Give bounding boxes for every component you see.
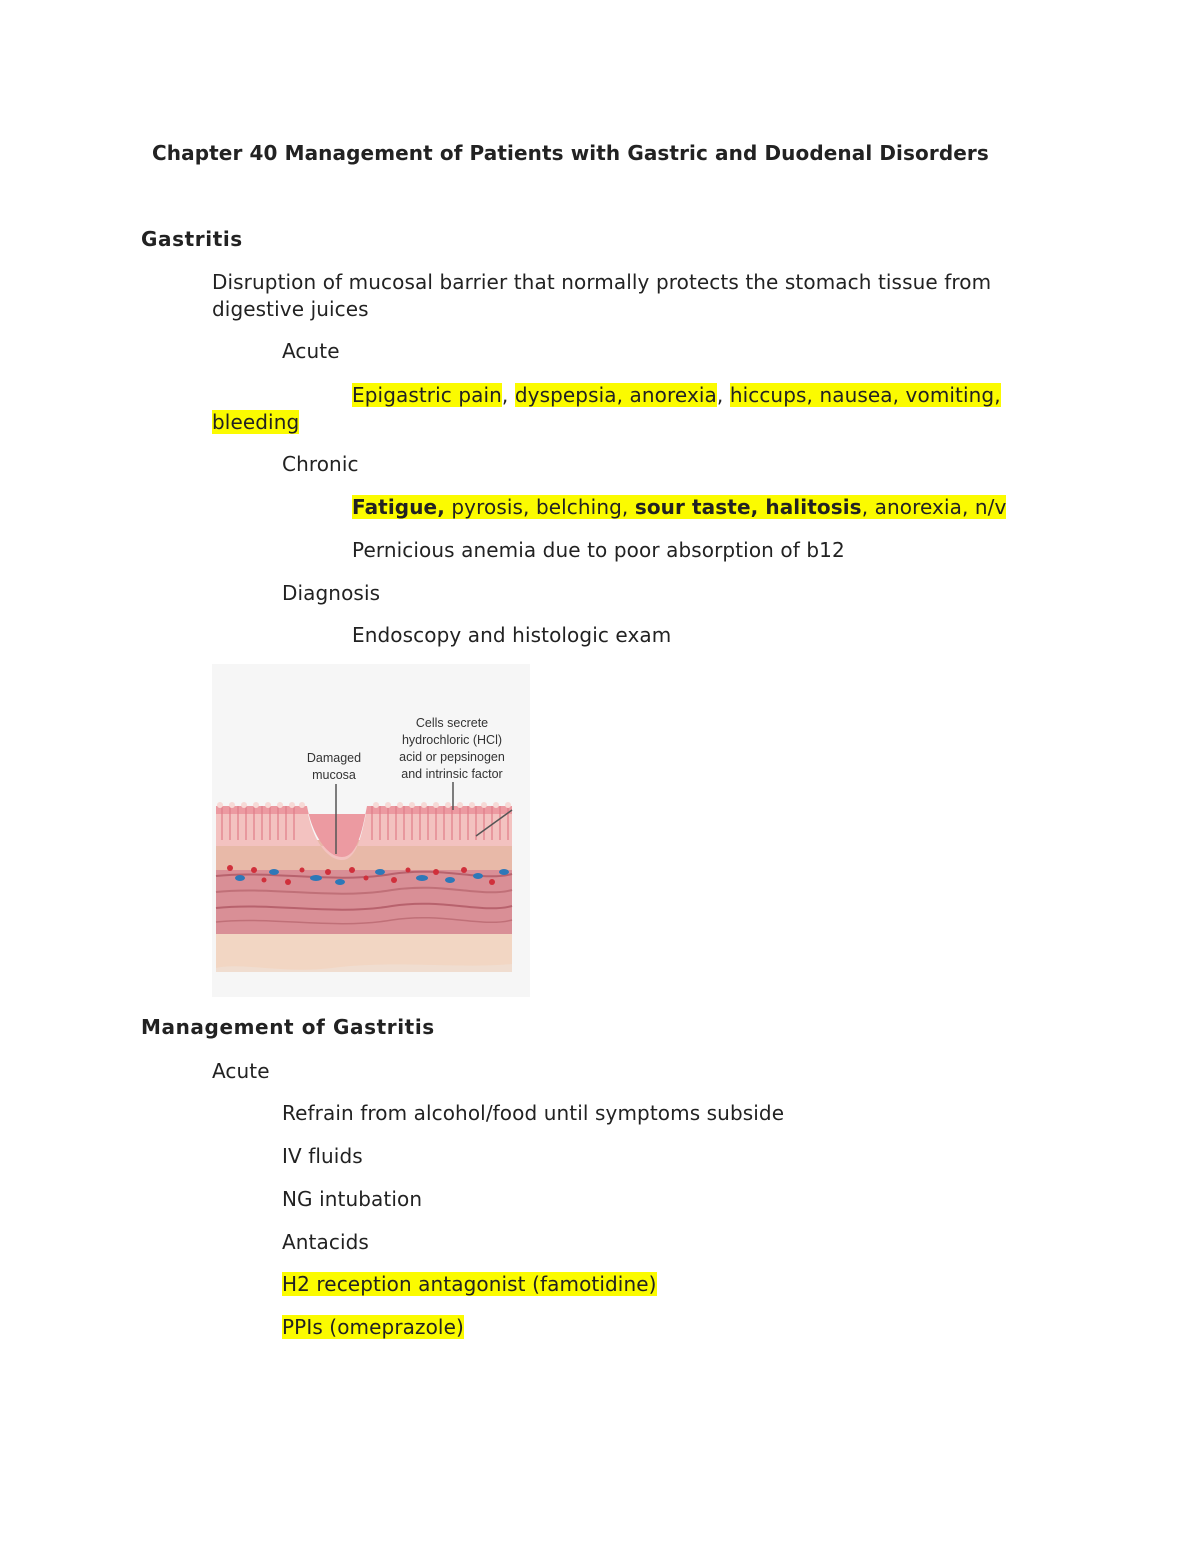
management-heading: Management of Gastritis	[141, 1015, 435, 1039]
symptom-dyspepsia-anorexia: dyspepsia, anorexia	[514, 383, 717, 407]
symptom-separator: ,	[501, 383, 515, 407]
management-item: Refrain from alcohol/food until symptoms subside	[282, 1101, 785, 1125]
gastric-mucosa-illustration	[212, 664, 530, 997]
chronic-symptoms	[352, 494, 1006, 521]
document-title: Chapter 40 Management of Patients with Gastric and Duodenal Disorders	[152, 141, 989, 165]
label-cells-line2: hydrochloric (HCl)	[401, 733, 503, 747]
label-damaged-line1: Damaged	[306, 751, 362, 765]
diagnosis-text: Endoscopy and histologic exam	[352, 623, 672, 647]
label-cells-line4: and intrinsic factor	[401, 767, 503, 781]
management-item: PPIs (omeprazole)	[282, 1315, 464, 1339]
management-item: Antacids	[282, 1230, 369, 1254]
management-item: H2 reception antagonist (famotidine)	[282, 1272, 657, 1296]
acute-symptoms-line1	[352, 382, 1001, 409]
symptom-anorexia-nv: , anorexia, n/v	[861, 495, 1007, 519]
symptom-epigastric-pain: Epigastric pain	[352, 383, 502, 407]
gastritis-heading: Gastritis	[141, 227, 243, 251]
management-acute-label: Acute	[212, 1059, 270, 1083]
gastritis-definition-line1: Disruption of mucosal barrier that normally protects the stomach tissue from	[212, 270, 992, 294]
acute-label: Acute	[282, 339, 340, 363]
symptom-separator: ,	[716, 383, 730, 407]
chronic-label: Chronic	[282, 452, 359, 476]
symptom-sour-taste-halitosis: sour taste, halitosis	[634, 495, 862, 519]
label-cells-line1: Cells secrete	[415, 716, 489, 730]
diagnosis-label: Diagnosis	[282, 581, 381, 605]
gastritis-definition-line2: digestive juices	[212, 297, 369, 321]
management-item: IV fluids	[282, 1144, 363, 1168]
pernicious-anemia-note: Pernicious anemia due to poor absorption of b12	[352, 538, 845, 562]
acute-symptoms-line2	[212, 409, 299, 436]
symptom-bleeding: bleeding	[212, 410, 300, 434]
label-cells-line3: acid or pepsinogen	[399, 750, 505, 764]
symptom-pyrosis-belching: pyrosis, belching,	[444, 495, 635, 519]
management-item: NG intubation	[282, 1187, 423, 1211]
symptom-hiccups-nausea-vomiting: hiccups, nausea, vomiting,	[729, 383, 1001, 407]
label-damaged-line2: mucosa	[312, 768, 356, 782]
symptom-fatigue: Fatigue,	[352, 495, 445, 519]
